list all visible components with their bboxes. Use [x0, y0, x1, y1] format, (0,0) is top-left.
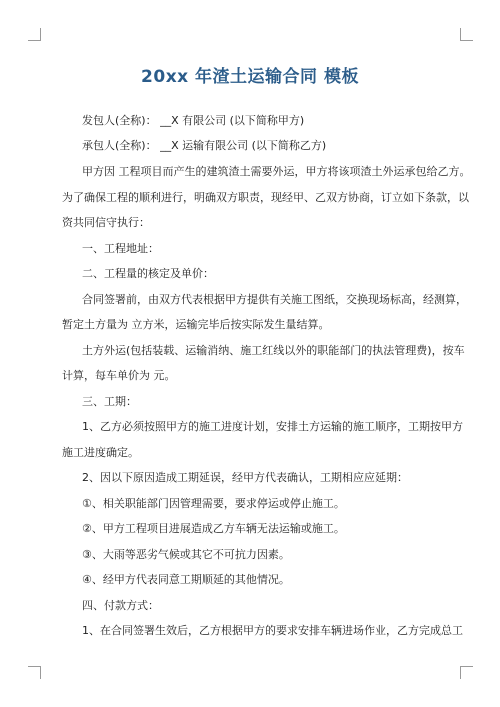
section-heading: 三、工期： [82, 395, 137, 408]
list-item: ③、大雨等恶劣气候或其它不可抗力因素。 [82, 548, 290, 561]
paragraph-line: 承包人(全称)： __X 运输有限公司 (以下简称乙方) [82, 139, 327, 152]
page-corner-mark-bottom-right [460, 666, 473, 679]
paragraph-line: 资共同信守执行： [62, 216, 150, 229]
section-heading: 一、工程地址： [82, 242, 159, 255]
page-corner-mark-top-left [28, 28, 41, 41]
paragraph-line: 合同签署前，由双方代表根据甲方提供有关施工图纸，交换现场标高，经测算， [82, 293, 467, 306]
page-corner-mark-bottom-left [28, 666, 41, 679]
list-item: ①、相关职能部门因管理需要，要求停运或停止施工。 [82, 497, 345, 510]
paragraph-line: 暂定土方量为 立方米，运输完毕后按实际发生量结算。 [62, 318, 330, 331]
list-item: ④、经甲方代表同意工期顺延的其他情况。 [82, 573, 290, 586]
paragraph-line: 甲方因 工程项目而产生的建筑渣土需要外运，甲方将该项渣土外运承包给乙方。 [82, 165, 471, 178]
list-item: ②、甲方工程项目进展造成乙方车辆无法运输或施工。 [82, 522, 345, 535]
section-heading: 四、付款方式： [82, 599, 159, 612]
document-title: 20xx 年渣土运输合同 模板 [141, 67, 359, 87]
paragraph-line: 土方外运(包括装载、运输消纳、施工红线以外的职能部门的执法管理费)，按车 [82, 344, 465, 357]
paragraph-line: 1、乙方必须按照甲方的施工进度计划，安排土方运输的施工顺序，工期按甲方 [82, 420, 463, 433]
section-heading: 二、工程量的核定及单价： [82, 267, 214, 280]
paragraph-line: 施工进度确定。 [62, 446, 139, 459]
paragraph-line: 为了确保工程的顺利进行，明确双方职责，现经甲、乙双方协商，订立如下条款，以 [62, 191, 469, 204]
paragraph-line: 2、因以下原因造成工期延误，经甲方代表确认，工期相应应延期： [82, 471, 408, 484]
paragraph-line: 1、在合同签署生效后，乙方根据甲方的要求安排车辆进场作业，乙方完成总工 [82, 624, 463, 637]
paragraph-line: 计算，每车单价为 元。 [62, 369, 176, 382]
paragraph-line: 发包人(全称)： __X 有限公司 (以下简称甲方) [82, 114, 305, 127]
page-corner-mark-top-right [460, 28, 473, 41]
